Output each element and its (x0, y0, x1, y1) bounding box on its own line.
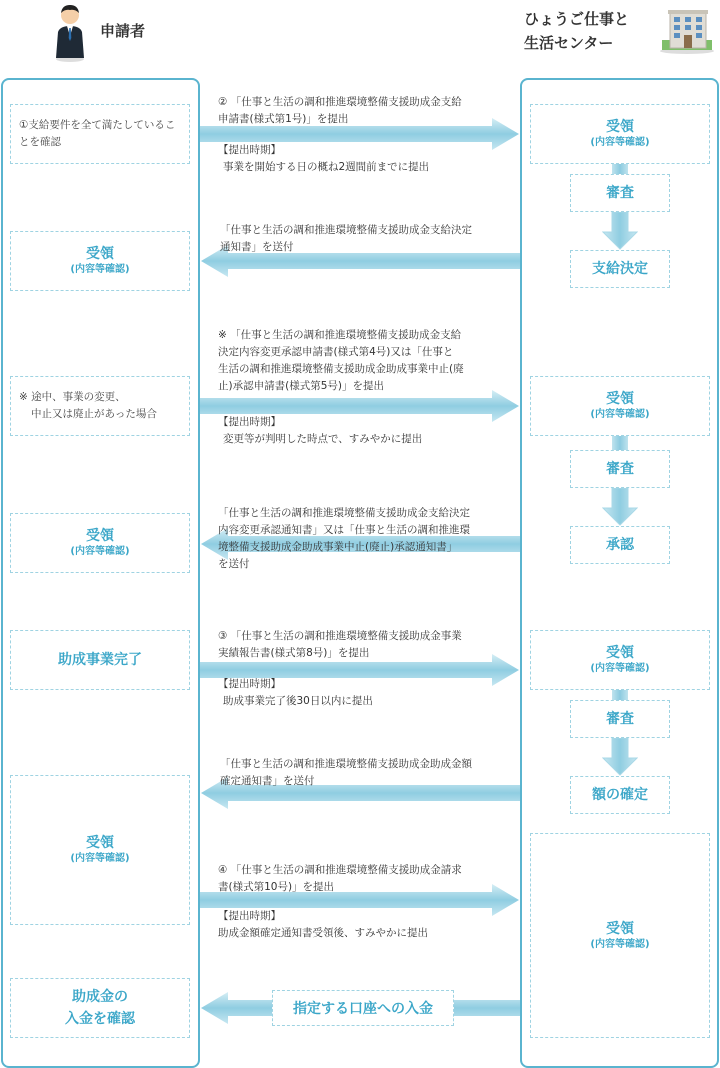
right-receive-4-main: 受領 (606, 920, 634, 937)
message-1-period-text: 事業を開始する日の概ね2週間前までに提出 (223, 161, 430, 173)
deposit-confirm-line2: 入金を確認 (65, 1011, 135, 1027)
right-decision-1 (570, 250, 670, 288)
left-receive-2 (10, 513, 190, 573)
right-amount-fix-3-text: 額の確定 (592, 787, 648, 803)
right-receive-3-main: 受領 (606, 645, 634, 661)
message-4-line2: 内容変更承認通知書」又は「仕事と生活の調和推進環 (218, 524, 470, 536)
message-6-line2: 確定通知書」を送付 (220, 775, 315, 787)
message-1-period-label: 【提出時期】 (218, 144, 281, 156)
message-2-line1: 「仕事と生活の調和推進環境整備支援助成金支給決定 (220, 224, 472, 236)
message-1-line1: ② 「仕事と生活の調和推進環境整備支援助成金支給 (218, 96, 462, 108)
requirements-check-box (10, 104, 190, 164)
right-receive-3 (530, 630, 710, 690)
message-3-period-text: 変更等が判明した時点で、すみやかに提出 (223, 433, 423, 445)
message-7-period (218, 908, 514, 942)
left-receive-3 (10, 775, 190, 925)
left-receive-1 (10, 231, 190, 291)
message-7-line2: 書(様式第10号)」を提出 (218, 881, 335, 893)
right-receive-1-main: 受領 (606, 119, 634, 135)
right-decision-1-text: 支給決定 (592, 261, 648, 277)
connector-3a (612, 690, 628, 700)
deposit-confirm-line1: 助成金の (72, 989, 128, 1005)
right-receive-1-sub: (内容等確認) (590, 137, 650, 148)
connector-2a (612, 436, 628, 450)
message-6-line1: 「仕事と生活の調和推進環境整備支援助成金助成金額 (220, 758, 472, 770)
left-receive-2-main: 受領 (86, 528, 114, 544)
left-receive-2-sub: (内容等確認) (70, 546, 130, 557)
right-review-1-text: 審査 (606, 185, 634, 201)
deposit-label: 指定する口座への入金 (272, 990, 454, 1026)
message-2-line2: 通知書」を送付 (220, 241, 294, 253)
right-amount-fix-3 (570, 776, 670, 814)
right-receive-2-main: 受領 (606, 391, 634, 407)
message-1 (218, 94, 514, 128)
message-4 (218, 505, 514, 573)
message-3-period (218, 414, 514, 448)
right-approval-2-text: 承認 (606, 537, 634, 553)
change-note-line1: ※ 途中、事業の変更、 (19, 391, 126, 403)
connector-1a (612, 164, 628, 174)
message-3 (218, 327, 514, 395)
message-5-period (218, 676, 514, 710)
project-complete-box (10, 630, 190, 690)
message-4-line3: 境整備支援助成金助成事業中止(廃止)承認通知書」 (218, 541, 458, 553)
message-4-line1: 「仕事と生活の調和推進環境整備支援助成金支給決定 (218, 507, 470, 519)
down-arrow-2 (602, 488, 638, 526)
right-receive-3-sub: (内容等確認) (590, 663, 650, 674)
center-label-line2: 生活センター (524, 34, 614, 52)
right-receive-2-sub: (内容等確認) (590, 409, 650, 420)
left-receive-1-sub: (内容等確認) (70, 264, 130, 275)
message-5 (218, 628, 514, 662)
right-review-3-text: 審査 (606, 711, 634, 727)
project-complete-text: 助成事業完了 (58, 652, 142, 668)
message-3-line4: 止)承認申請書(様式第5号)」を提出 (218, 380, 384, 392)
right-review-1 (570, 174, 670, 212)
message-7-period-text: 助成金額確定通知書受領後、すみやかに提出 (218, 927, 428, 939)
left-receive-1-main: 受領 (86, 246, 114, 262)
message-5-line2: 実績報告書(様式第8号)」を提出 (218, 647, 370, 659)
left-receive-3-main: 受領 (86, 835, 114, 851)
message-3-line1: ※ 「仕事と生活の調和推進環境整備支援助成金支給 (218, 329, 462, 341)
message-5-period-label: 【提出時期】 (218, 678, 281, 690)
applicant-label: 申請者 (100, 22, 146, 40)
requirements-check-text: ①支給要件を全て満たしていることを確認 (19, 119, 176, 148)
right-review-3 (570, 700, 670, 738)
message-5-line1: ③ 「仕事と生活の調和推進環境整備支援助成金事業 (218, 630, 462, 642)
message-4-line4: を送付 (218, 558, 250, 570)
right-receive-4-sub: (内容等確認) (590, 938, 650, 950)
deposit-confirm-box (10, 978, 190, 1038)
right-review-2-text: 審査 (606, 461, 634, 477)
right-receive-2 (530, 376, 710, 436)
message-7 (218, 862, 514, 896)
message-3-line2: 決定内容変更承認申請書(様式第4号)又は「仕事と (218, 346, 454, 358)
right-review-2 (570, 450, 670, 488)
message-1-period (218, 142, 514, 176)
message-2 (220, 222, 516, 256)
message-3-line3: 生活の調和推進環境整備支援助成金助成事業中止(廃 (218, 363, 464, 375)
down-arrow-3 (602, 738, 638, 776)
change-note-box (10, 376, 190, 436)
message-7-line1: ④ 「仕事と生活の調和推進環境整備支援助成金請求 (218, 864, 462, 876)
applicant-icon (50, 2, 90, 62)
building-icon (658, 8, 716, 54)
center-label-line1: ひょうご仕事と (524, 10, 630, 28)
change-note-line2: 中止又は廃止があった場合 (31, 408, 157, 420)
right-receive-4 (530, 833, 710, 1038)
right-receive-1 (530, 104, 710, 164)
message-7-period-label: 【提出時期】 (218, 910, 281, 922)
message-3-period-label: 【提出時期】 (218, 416, 281, 428)
message-6 (220, 756, 516, 790)
right-approval-2 (570, 526, 670, 564)
message-5-period-text: 助成事業完了後30日以内に提出 (223, 695, 373, 707)
left-receive-3-sub: (内容等確認) (70, 853, 130, 864)
message-1-line2: 申請書(様式第1号)」を提出 (218, 113, 349, 125)
down-arrow-1 (602, 212, 638, 250)
